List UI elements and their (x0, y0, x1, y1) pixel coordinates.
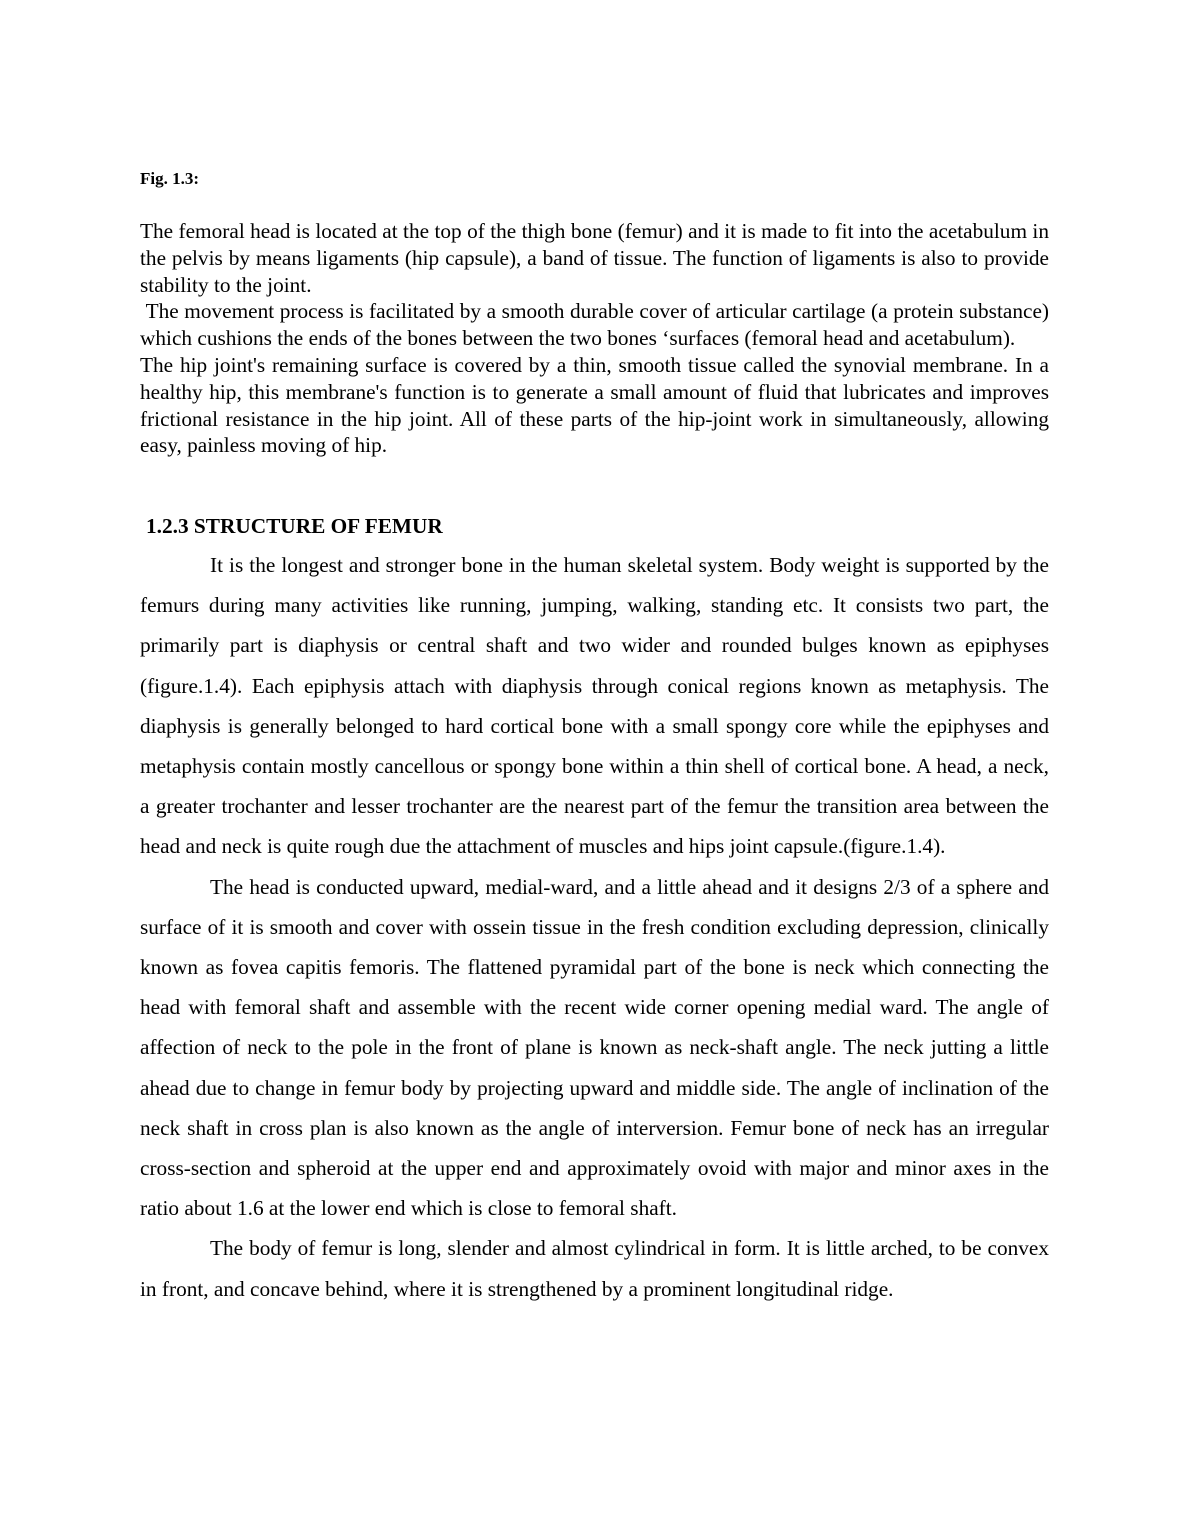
intro-paragraph-3: The hip joint's remaining surface is covered by a thin, smooth tissue called the synovial membrane. In a healthy hip, this membrane's function is to generate a small amount of fluid that lubricates and improves frictional resistance in the hip joint. All of these parts of the hip-joint work in simultaneously, allowing easy, painless moving of hip. (140, 352, 1049, 458)
section-body (140, 545, 1049, 1309)
figure-caption: Fig. 1.3: (140, 169, 200, 188)
intro-paragraph-2: The movement process is facilitated by a smooth durable cover of articular cartilage (a protein substance) which cushions the ends of the bones between the two bones ‘surfaces (femoral head and acetabulum). (140, 299, 1055, 351)
body-paragraph-2: The head is conducted upward, medial-ward, and a little ahead and it designs 2/3 of a sphere and surface of it is smooth and cover with ossein tissue in the fresh condition excluding depression, clinically known as fovea capitis femoris. The flattened pyramidal part of the bone is neck which connecting the head with femoral shaft and assemble with the recent wide corner opening medial ward. The angle of affection of neck to the pole in the front of plane is known as neck-shaft angle. The neck jutting a little ahead due to change in femur body by projecting upward and middle side. The angle of inclination of the neck shaft in cross plan is also known as the angle of interversion. Femur bone of neck has an irregular cross-section and spheroid at the upper end and approximately ovoid with major and minor axes in the ratio about 1.6 at the lower end which is close to femoral shaft. (140, 874, 1049, 1221)
body-paragraph-1: It is the longest and stronger bone in the human skeletal system. Body weight is supported by the femurs during many activities like running, jumping, walking, standing etc. It consists two part, the primarily part is diaphysis or central shaft and two wider and rounded bulges known as epiphyses (figure.1.4). Each epiphysis attach with diaphysis through conical regions known as metaphysis. The diaphysis is generally belonged to hard cortical bone with a small spongy core while the epiphyses and metaphysis contain mostly cancellous or spongy bone within a thin shell of cortical bone. A head, a neck, a greater trochanter and lesser trochanter are the nearest part of the femur the transition area between the head and neck is quite rough due the attachment of muscles and hips joint capsule.(figure.1.4). (140, 553, 1049, 859)
section-heading: 1.2.3 STRUCTURE OF FEMUR (146, 514, 443, 538)
body-paragraph-3: The body of femur is long, slender and almost cylindrical in form. It is little arched, to be convex in front, and concave behind, where it is strengthened by a prominent longitudinal ridge. (140, 1236, 1049, 1301)
intro-paragraph-1: The femoral head is located at the top of the thigh bone (femur) and it is made to fit into the acetabulum in the pelvis by means ligaments (hip capsule), a band of tissue. The function of ligaments is also to provide stability to the joint. (140, 219, 1049, 297)
intro-section (140, 218, 1055, 459)
